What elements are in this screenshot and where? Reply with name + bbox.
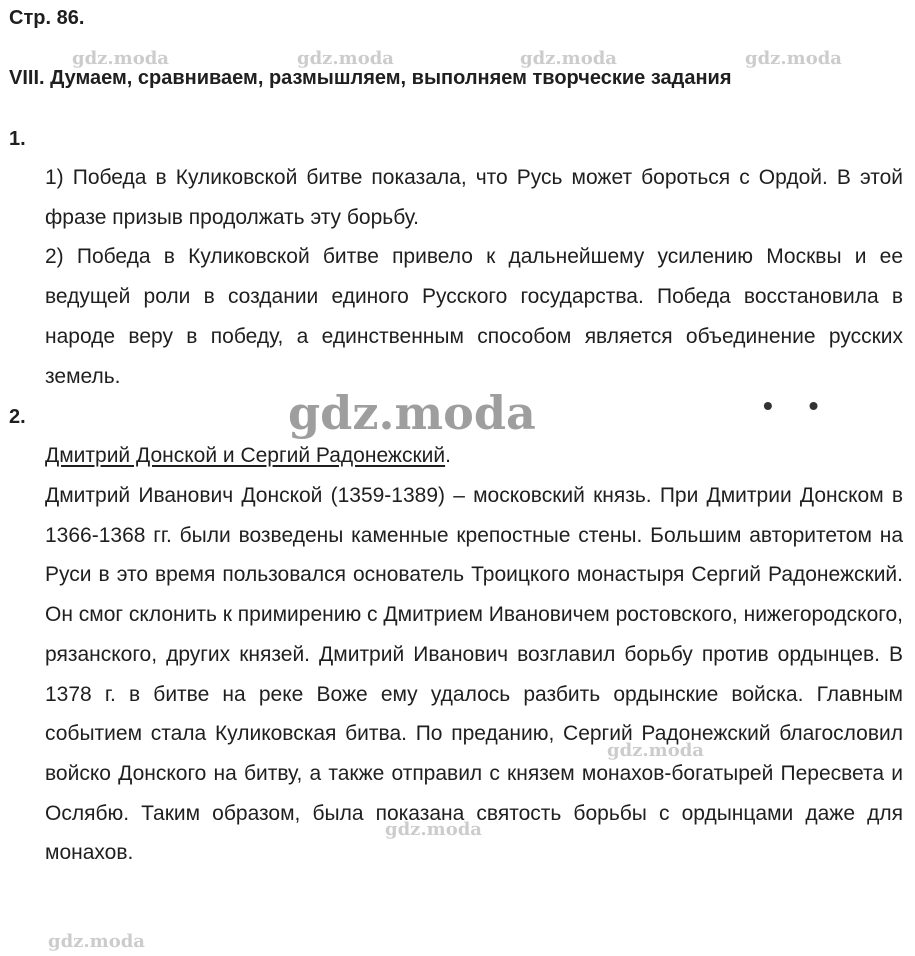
page-number: Стр. 86. <box>9 7 85 29</box>
task-1-paragraph-1: 1) Победа в Куликовской битве показала, что Русь может бороться с Ордой. В этой фразе призыв продолжать эту борьбу. <box>45 166 903 229</box>
task-2-heading-text: Дмитрий Донской и Сергий Радонежский <box>45 444 446 467</box>
watermark: gdz.moda <box>520 48 617 69</box>
watermark: gdz.moda <box>607 740 704 761</box>
watermark: gdz.moda <box>745 48 842 69</box>
task-number-2: 2. <box>9 406 26 428</box>
task-2-heading <box>45 436 451 476</box>
watermark: gdz.moda <box>72 48 169 69</box>
watermark: gdz.moda <box>48 931 145 952</box>
watermark-large: gdz.moda <box>288 386 536 440</box>
task-number-1: 1. <box>9 128 26 150</box>
watermark: gdz.moda <box>297 48 394 69</box>
task-2-heading-period: . <box>445 444 451 467</box>
stray-mark: • • <box>763 390 833 421</box>
task-2-paragraph: Дмитрий Иванович Донской (1359-1389) – московский князь. При Дмитрии Донском в 1366-1368 гг. были возведены каменные крепостные стены. Большим авторитетом на Руси в это время пользовался основатель Троицкого монастыря Сергий Радонежский. Он смог склонить к примирению с Дмитрием Ивановичем ростовского, нижегородского, рязанского, других князей. Дмитрий Иванович возглавил борьбу против ордынцев. В 1378 г. в битве на реке Воже ему удалось разбить ордынские войска. Главным событием стала Куликовская битва. По преданию, Сергий Радонежский благословил войско Донского на битву, а также отправил с князем монахов-богатырей Пересвета и Ослябю. Таким образом, была показана святость борьбы с ордынцами даже для монахов. <box>45 484 903 865</box>
task-1-paragraph-2: 2) Победа в Куликовской битве привело к дальнейшему усилению Москвы и ее ведущей роли в создании единого Русского государства. Победа восстановила в народе веру в победу, а единственным способом является объединение русских земель. <box>45 245 903 388</box>
section-title: VIII. Думаем, сравниваем, размышляем, выполняем творческие задания <box>9 67 732 89</box>
task-2-answer <box>45 476 903 873</box>
task-1-answer <box>45 158 903 396</box>
watermark: gdz.moda <box>385 819 482 840</box>
